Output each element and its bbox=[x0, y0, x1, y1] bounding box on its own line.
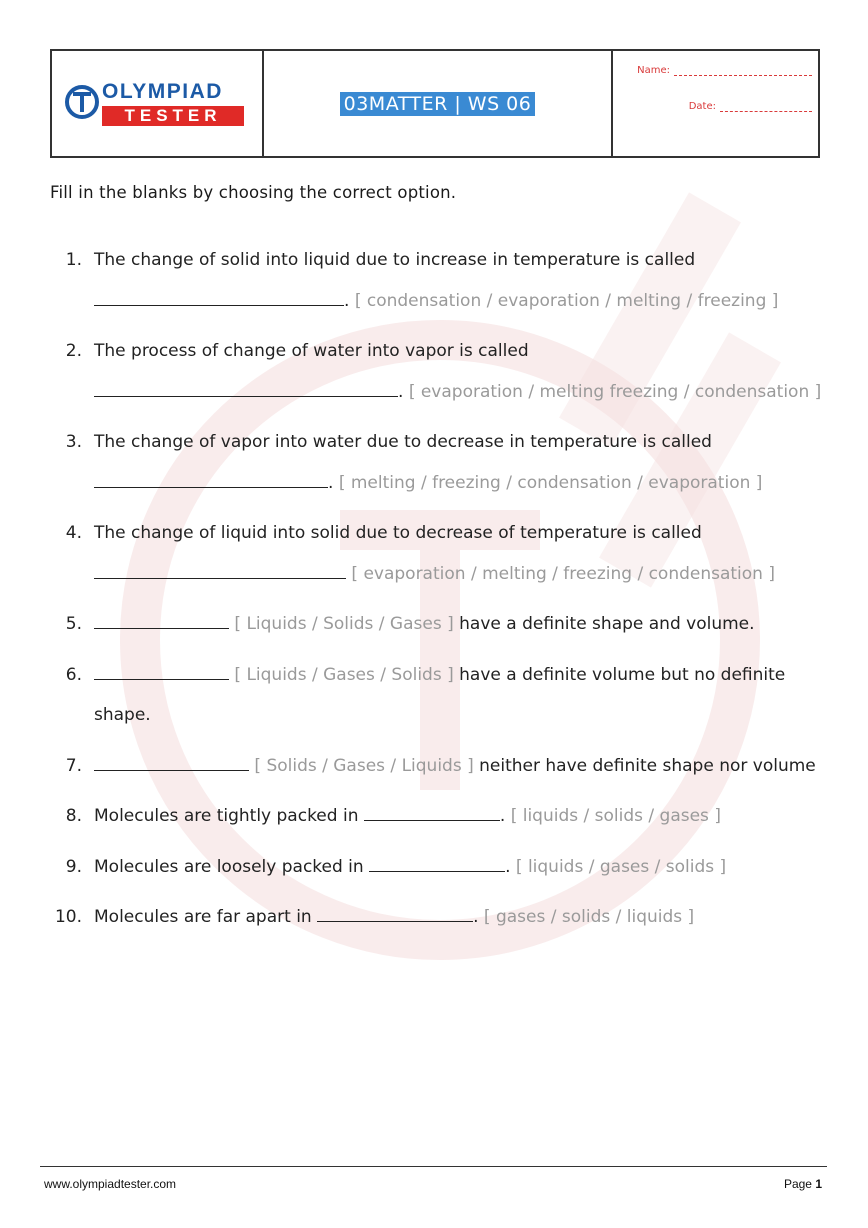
question-7 bbox=[50, 746, 830, 787]
question-punct: . bbox=[398, 381, 404, 402]
question-text: have a definite volume but no definite shape. bbox=[94, 664, 786, 725]
question-text: have a definite shape and volume. bbox=[459, 614, 755, 634]
question-punct: . bbox=[344, 290, 350, 311]
question-1 bbox=[50, 240, 830, 321]
question-number: 10. bbox=[54, 907, 82, 927]
info-cell bbox=[613, 51, 818, 156]
worksheet-header bbox=[50, 49, 820, 158]
answer-options: [ melting / freezing / condensation / evaporation ] bbox=[338, 472, 763, 493]
question-2 bbox=[50, 331, 830, 412]
answer-blank[interactable] bbox=[364, 802, 500, 821]
olympiad-tester-logo-icon bbox=[64, 79, 100, 121]
answer-blank[interactable] bbox=[94, 287, 344, 306]
answer-options: [ Solids / Gases / Liquids ] bbox=[254, 755, 474, 776]
question-text: Molecules are tightly packed in bbox=[94, 806, 359, 826]
date-line[interactable] bbox=[720, 102, 812, 112]
question-text: neither have definite shape nor volume bbox=[479, 755, 816, 776]
question-text: The change of vapor into water due to decrease in temperature is called bbox=[94, 432, 712, 452]
question-9 bbox=[50, 847, 830, 888]
answer-blank[interactable] bbox=[317, 903, 473, 922]
question-number: 1. bbox=[65, 250, 82, 270]
name-line[interactable] bbox=[674, 66, 812, 76]
question-number: 3. bbox=[65, 432, 82, 452]
question-3 bbox=[50, 422, 830, 503]
question-number: 8. bbox=[65, 806, 82, 826]
date-label: Date: bbox=[688, 101, 716, 112]
answer-options: [ Liquids / Solids / Gases ] bbox=[234, 614, 454, 634]
question-text: The change of solid into liquid due to increase in temperature is called bbox=[94, 250, 696, 270]
question-list bbox=[50, 240, 830, 948]
question-4 bbox=[50, 513, 830, 594]
question-number: 7. bbox=[65, 755, 82, 776]
question-number: 9. bbox=[65, 856, 82, 877]
date-field[interactable] bbox=[689, 101, 812, 112]
question-text: Molecules are loosely packed in bbox=[94, 856, 364, 877]
answer-options: [ liquids / solids / gases ] bbox=[510, 806, 721, 826]
answer-blank[interactable] bbox=[94, 610, 229, 629]
page-number: 1 bbox=[815, 1177, 822, 1191]
answer-options: [ evaporation / melting freezing / condensation ] bbox=[408, 381, 822, 402]
name-field[interactable] bbox=[637, 65, 812, 76]
question-6 bbox=[50, 655, 830, 736]
answer-options: [ evaporation / melting / freezing / condensation ] bbox=[351, 563, 775, 584]
logo-tester-text: TESTER bbox=[102, 106, 244, 126]
answer-options: [ Liquids / Gases / Solids ] bbox=[234, 664, 454, 685]
question-10 bbox=[50, 897, 830, 938]
question-text: The process of change of water into vapor is called bbox=[94, 341, 529, 361]
answer-options: [ condensation / evaporation / melting / freezing ] bbox=[354, 290, 779, 311]
answer-blank[interactable] bbox=[369, 853, 505, 872]
question-5 bbox=[50, 604, 830, 645]
logo-cell bbox=[52, 51, 264, 156]
question-text: The change of liquid into solid due to decrease of temperature is called bbox=[94, 523, 702, 543]
answer-blank[interactable] bbox=[94, 752, 249, 771]
question-punct: . bbox=[505, 856, 511, 877]
question-text: Molecules are far apart in bbox=[94, 907, 312, 927]
instructions: Fill in the blanks by choosing the correct option. bbox=[50, 183, 457, 202]
page-label: Page bbox=[783, 1177, 812, 1191]
answer-blank[interactable] bbox=[94, 469, 328, 488]
question-number: 6. bbox=[65, 664, 82, 685]
question-number: 2. bbox=[65, 341, 82, 361]
logo-olympiad-text: OLYMPIAD bbox=[102, 80, 223, 103]
answer-blank[interactable] bbox=[94, 661, 229, 680]
footer-website-link[interactable]: www.olympiadtester.com bbox=[44, 1177, 177, 1191]
question-number: 5. bbox=[65, 614, 82, 634]
question-punct: . bbox=[499, 806, 506, 826]
name-label: Name: bbox=[637, 65, 670, 76]
question-8 bbox=[50, 796, 830, 837]
answer-blank[interactable] bbox=[94, 378, 398, 397]
answer-blank[interactable] bbox=[94, 560, 346, 579]
footer-page-number bbox=[784, 1177, 822, 1191]
worksheet-title: 03MATTER | WS 06 bbox=[340, 92, 536, 116]
question-punct: . bbox=[328, 472, 334, 493]
question-number: 4. bbox=[65, 523, 82, 543]
answer-options: [ gases / solids / liquids ] bbox=[483, 907, 695, 927]
footer-divider bbox=[40, 1166, 827, 1167]
title-cell bbox=[264, 51, 613, 156]
answer-options: [ liquids / gases / solids ] bbox=[515, 856, 727, 877]
question-punct: . bbox=[473, 907, 479, 927]
